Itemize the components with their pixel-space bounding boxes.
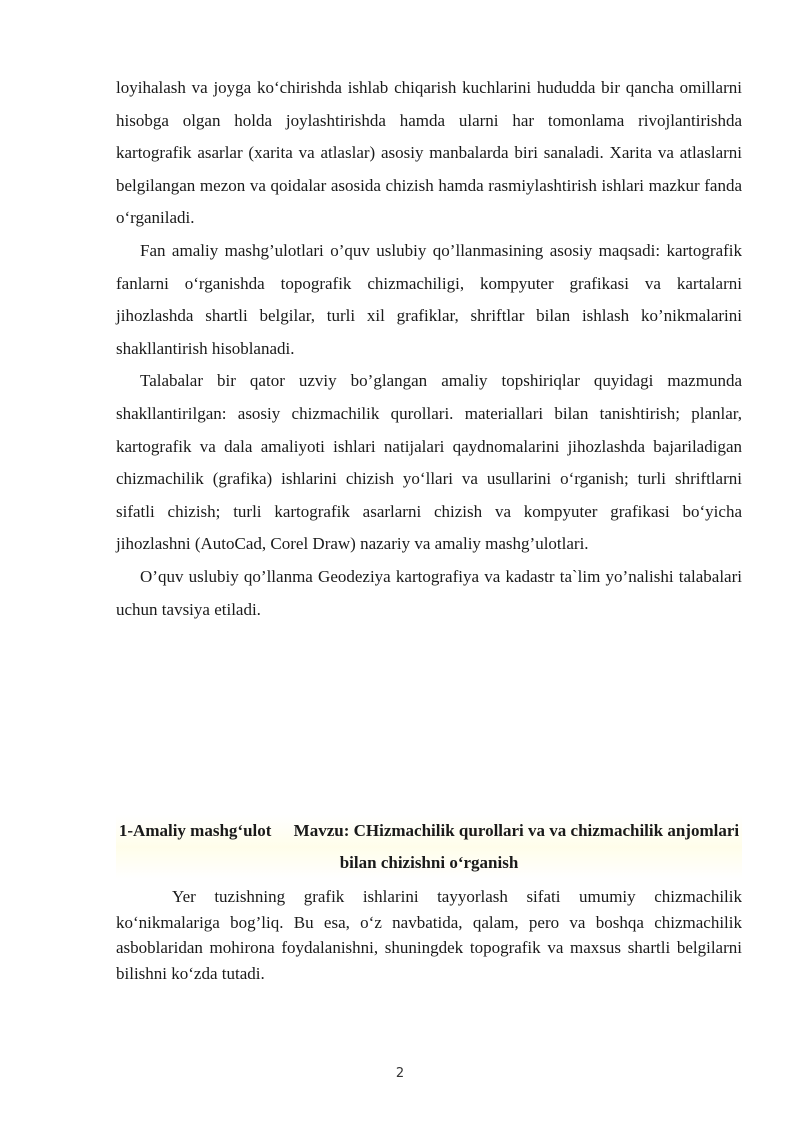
intro-paragraph-2: Fan amaliy mashg’ulotlari o’quv uslubiy qo’llanmasining asosiy maqsadi: kartografik fanlarni o‘rganishda topografik chizmachiligi, kompyuter grafikasi va kartalarni jihozlashda shartli belgilar, turli xil grafiklar, shriftlar bilan ishlash ko’nikmalarini shakllantirish hisoblanadi. — [116, 240, 742, 358]
section-label: 1-Amaliy mashg‘ulot — [118, 821, 272, 840]
section-heading — [116, 815, 742, 879]
intro-text — [116, 72, 742, 626]
intro-paragraph-3: Talabalar bir qator uzviy bo’glangan amaliy topshiriqlar quyidagi mazmunda shakllantirilgan: asosiy chizmachilik qurollari. materiallari bilan tanishtirish; planlar, kartografik va dala amaliyoti ishlari natijalari qaydnomalarini jihozlashda bajariladigan chizmachilik (grafika) ishlarini chizish yo‘llari va usullarini o‘rganish; turli shriftlarni sifatli chizish; turli kartografik asarlarni chizish va kompyuter grafikasi bo‘yicha jihozlashni (AutoCad, Corel Draw) nazariy va amaliy mashg’ulotlari. — [116, 371, 742, 554]
intro-paragraph-1: loyihalash va joyga ko‘chirishda ishlab chiqarish kuchlarini hududda bir qancha omillarni hisobga olgan holda joylashtirishda hamda ularni har tomonlama rivojlantirishda kartografik asarlar (xarita va atlaslar) asosiy manbalarda biri sanaladi. Xarita va atlaslarni belgilangan mezon va qoidalar asosida chizish hamda rasmiylashtirish ishlari mazkur fanda o‘rganiladi. — [116, 78, 742, 228]
section-text — [116, 884, 742, 986]
section-title: Mavzu: CHizmachilik qurollari va va chizmachilik anjomlari bilan chizishni o‘rganish — [293, 821, 740, 872]
intro-paragraph-4: O’quv uslubiy qo’llanma Geodeziya kartografiya va kadastr ta`lim yo’nalishi talabalari uchun tavsiya etiladi. — [116, 566, 742, 619]
section-paragraph: Yer tuzishning grafik ishlarini tayyorlash sifati umumiy chizmachilik ko‘nikmalariga bog’liq. Bu esa, o‘z navbatida, qalam, pero va boshqa chizmachilik asboblaridan mohirona foydalanishni, shuningdek topografik va maxsus shartli belgilarni bilishni ko‘zda tutadi. — [116, 887, 742, 983]
page-number: 2 — [395, 1066, 405, 1081]
